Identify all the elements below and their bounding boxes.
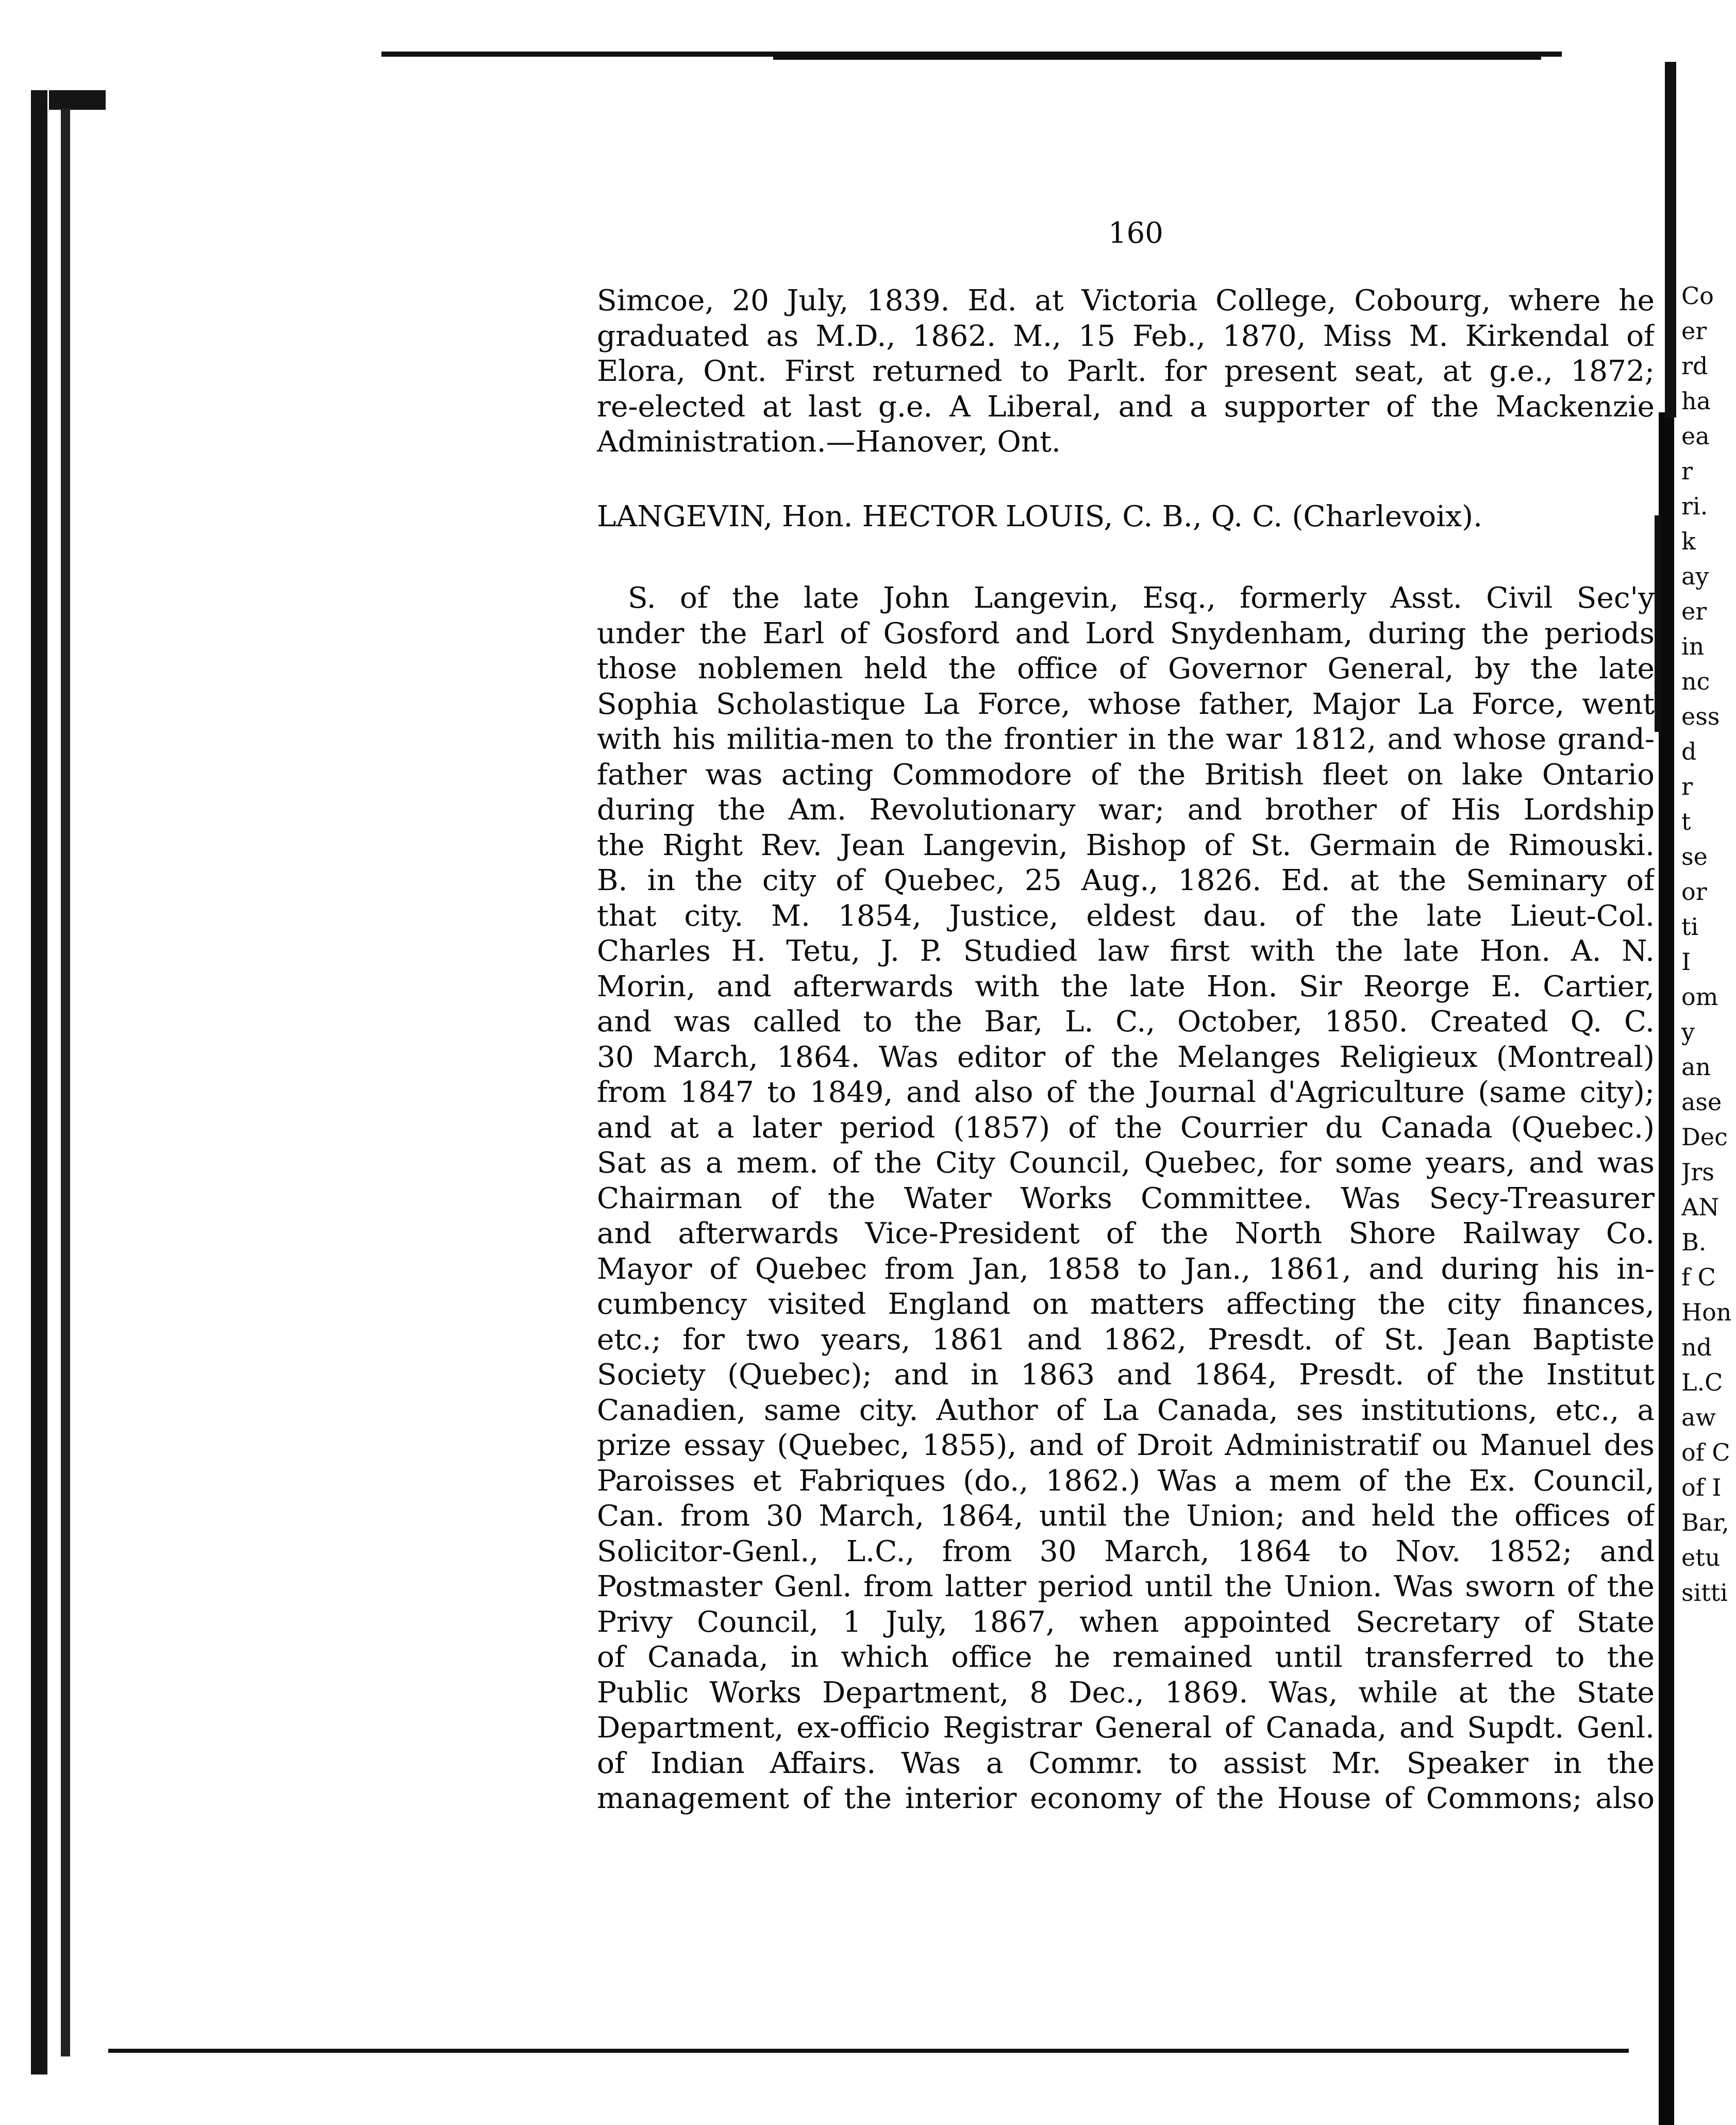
text-line: management of the interior economy of the House of Commons; also — [597, 1782, 1655, 1815]
text-line: and afterwards Vice-President of the North Shore Railway Co. — [597, 1217, 1655, 1250]
facing-fragment: of I — [1681, 1474, 1722, 1501]
facing-fragment: nd — [1681, 1333, 1712, 1361]
facing-fragment: t — [1681, 808, 1691, 835]
text-line: from 1847 to 1849, and also of the Journal d'Agriculture (same city); — [597, 1076, 1655, 1109]
text-line: Charles H. Tetu, J. P. Studied law first with the late Hon. A. N. — [597, 934, 1655, 968]
text-line: Sophia Scholastique La Force, whose father, Major La Force, went — [597, 687, 1655, 721]
facing-fragment: AN — [1681, 1193, 1720, 1221]
scan-right-gutter-upper — [1665, 62, 1676, 417]
facing-fragment: sitti — [1681, 1579, 1728, 1607]
text-line: during the Am. Revolutionary war; and brother of His Lordship — [597, 793, 1655, 827]
facing-fragment: B. — [1681, 1228, 1707, 1256]
entry-heading: LANGEVIN, Hon. HECTOR LOUIS, C. B., Q. C. (Charlevoix). — [597, 499, 1483, 533]
scan-left-gutter — [31, 90, 47, 2074]
text-line: B. in the city of Quebec, 25 Aug., 1826. Ed. at the Seminary of — [597, 864, 1655, 897]
facing-fragment: om — [1681, 983, 1718, 1011]
text-line: Morin, and afterwards with the late Hon. Sir Reorge E. Cartier, — [597, 969, 1655, 1003]
text-line: the Right Rev. Jean Langevin, Bishop of St. Germain de Rimouski. — [597, 828, 1655, 862]
text-line: Canadien, same city. Author of La Canada, ses institutions, etc., a — [597, 1393, 1655, 1427]
scan-left-gutter-inner — [61, 108, 70, 2056]
facing-fragment: Jrs — [1681, 1158, 1715, 1186]
facing-fragment: se — [1681, 843, 1708, 871]
text-line: father was acting Commodore of the British fleet on lake Ontario — [597, 758, 1655, 792]
facing-fragment: Bar, — [1681, 1509, 1729, 1536]
text-line: Society (Quebec); and in 1863 and 1864, Presdt. of the Institut — [597, 1358, 1655, 1392]
facing-fragment: Co — [1681, 282, 1714, 310]
text-line: Elora, Ont. First returned to Parlt. for present seat, at g.e., 1872; — [597, 355, 1655, 388]
text-line: Can. from 30 March, 1864, until the Union; and held the offices of — [597, 1499, 1655, 1533]
facing-fragment: ay — [1681, 562, 1709, 590]
facing-fragment: ess — [1681, 702, 1720, 730]
facing-fragment: I — [1681, 948, 1691, 976]
text-line: Paroisses et Fabriques (do., 1862.) Was a mem of the Ex. Council, — [597, 1464, 1655, 1498]
facing-fragment: in — [1681, 632, 1705, 660]
facing-fragment: ri. — [1681, 492, 1708, 520]
facing-fragment: rd — [1681, 352, 1708, 380]
facing-fragment: ti — [1681, 913, 1699, 941]
facing-fragment: or — [1681, 878, 1707, 906]
facing-fragment: of C — [1681, 1438, 1730, 1466]
facing-fragment: aw — [1681, 1403, 1716, 1431]
facing-fragment: ha — [1681, 387, 1711, 415]
scan-bottom-rule — [108, 2049, 1629, 2053]
text-line: Chairman of the Water Works Committee. Was Secy-Treasurer — [597, 1181, 1655, 1215]
text-line: of Canada, in which office he remained until transferred to the — [597, 1641, 1655, 1674]
text-line: that city. M. 1854, Justice, eldest dau. of the late Lieut-Col. — [597, 899, 1655, 933]
facing-fragment: y — [1681, 1018, 1695, 1046]
text-line: those noblemen held the office of Governor General, by the late — [597, 652, 1655, 685]
text-line: and at a later period (1857) of the Courrier du Canada (Quebec.) — [597, 1111, 1655, 1145]
text-line: cumbency visited England on matters affecting the city finances, — [597, 1287, 1655, 1321]
text-line: 30 March, 1864. Was editor of the Melanges Religieux (Montreal) — [597, 1040, 1655, 1074]
text-line: Simcoe, 20 July, 1839. Ed. at Victoria College, Cobourg, where he — [597, 284, 1655, 317]
facing-fragment: L.C — [1681, 1368, 1723, 1396]
text-line: etc.; for two years, 1861 and 1862, Presdt. of St. Jean Baptiste — [597, 1323, 1655, 1357]
text-line: prize essay (Quebec, 1855), and of Droit Administratif ou Manuel des — [597, 1429, 1655, 1462]
facing-fragment: etu — [1681, 1544, 1721, 1571]
facing-fragment: er — [1681, 317, 1707, 345]
text-line: Sat as a mem. of the City Council, Quebec, for some years, and was — [597, 1146, 1655, 1180]
facing-fragment: ea — [1681, 422, 1710, 450]
text-line: Mayor of Quebec from Jan, 1858 to Jan., 1861, and during his in- — [597, 1252, 1655, 1286]
scan-right-gutter-notch — [1655, 515, 1661, 732]
facing-fragment: d — [1681, 738, 1697, 765]
facing-fragment: r — [1681, 457, 1693, 485]
facing-fragment: Dec — [1681, 1123, 1728, 1151]
scan-left-gutter-cap — [49, 90, 106, 110]
facing-fragment: r — [1681, 773, 1693, 800]
text-line: Administration.—Hanover, Ont. — [597, 425, 1061, 459]
text-line: Public Works Department, 8 Dec., 1869. Was, while at the State — [597, 1676, 1655, 1710]
facing-fragment: er — [1681, 597, 1707, 625]
scan-right-gutter — [1659, 412, 1674, 2125]
scan-top-rule — [381, 52, 1562, 57]
text-line: and was called to the Bar, L. C., October, 1850. Created Q. C. — [597, 1005, 1655, 1039]
text-line: with his militia-men to the frontier in the war 1812, and whose grand- — [597, 723, 1655, 756]
facing-fragment: an — [1681, 1053, 1711, 1081]
page-number: 160 — [1108, 216, 1163, 250]
facing-fragment: ase — [1681, 1088, 1722, 1116]
text-line: re-elected at last g.e. A Liberal, and a supporter of the Mackenzie — [597, 390, 1655, 424]
text-line: Solicitor-Genl., L.C., from 30 March, 1864 to Nov. 1852; and — [597, 1534, 1655, 1568]
biography-text — [597, 283, 1655, 1817]
facing-fragment: Hon — [1681, 1298, 1732, 1326]
facing-fragment: f C — [1681, 1263, 1716, 1291]
facing-page-fragments — [1681, 278, 1736, 1610]
text-line: of Indian Affairs. Was a Commr. to assist Mr. Speaker in the — [597, 1746, 1655, 1780]
facing-fragment: nc — [1681, 667, 1710, 695]
text-line: Department, ex-officio Registrar General of Canada, and Supdt. Genl. — [597, 1711, 1655, 1745]
facing-fragment: k — [1681, 527, 1696, 555]
text-line: under the Earl of Gosford and Lord Snydenham, during the periods — [597, 616, 1655, 650]
text-line: Privy Council, 1 July, 1867, when appointed Secretary of State — [597, 1605, 1655, 1639]
text-line: S. of the late John Langevin, Esq., formerly Asst. Civil Sec'y — [628, 581, 1655, 615]
text-line: Postmaster Genl. from latter period until the Union. Was sworn of the — [597, 1570, 1655, 1603]
scan-top-rule-lower — [773, 57, 1541, 60]
text-line: graduated as M.D., 1862. M., 15 Feb., 1870, Miss M. Kirkendal of — [597, 319, 1655, 353]
